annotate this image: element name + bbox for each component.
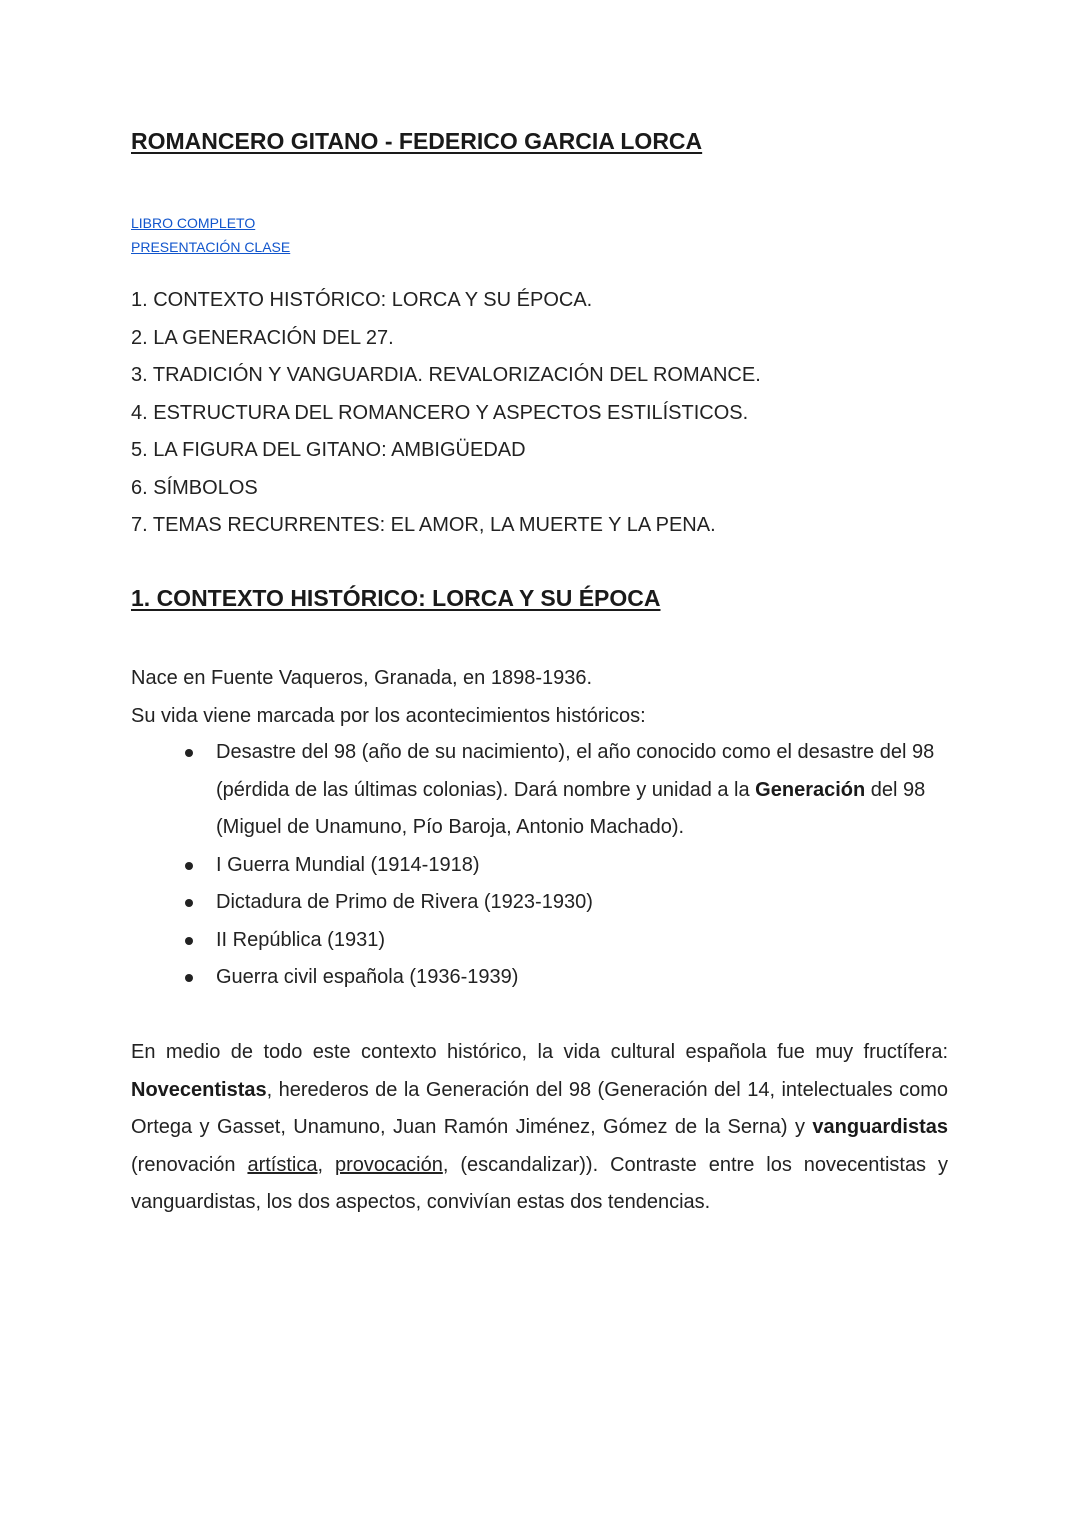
historical-events-list bbox=[131, 734, 951, 997]
link-presentacion-clase[interactable]: PRESENTACIÓN CLASE bbox=[131, 239, 291, 255]
document-title: ROMANCERO GITANO - FEDERICO GARCIA LORCA bbox=[131, 128, 703, 154]
section-intro bbox=[131, 660, 951, 735]
bullet-icon bbox=[185, 899, 193, 907]
list-item bbox=[131, 922, 951, 960]
toc-item: 2. LA GENERACIÓN DEL 27. bbox=[131, 326, 394, 349]
closing-paragraph: En medio de todo este contexto histórico, la vida cultural española fue muy fructífera: Novecentistas, herederos de la Generación del 98 (Generación del 14, intelectuales como Ortega y Gasset, Unamuno, Juan Ramón Jiménez, Gómez de la Serna) y vanguardistas (renovación artística, provocación, (escandalizar)). Contraste entre los novecentistas y vanguardistas, los dos aspectos, convivían estas dos tendencias. bbox=[131, 1041, 948, 1213]
list-item bbox=[131, 734, 951, 847]
link-list bbox=[131, 211, 290, 259]
event-text: I Guerra Mundial (1914-1918) bbox=[216, 853, 480, 876]
event-text: Guerra civil española (1936-1939) bbox=[216, 966, 519, 988]
event-text: Desastre del 98 (año de su nacimiento), el año conocido como el desastre del 98 (pérdida de las últimas colonias). Dará nombre y unidad a la Generación del 98 (Miguel de Unamuno, Pío Baroja, Antonio Machado). bbox=[216, 741, 935, 838]
toc-item: 6. SÍMBOLOS bbox=[131, 476, 258, 499]
list-item bbox=[131, 884, 951, 922]
toc-item: 4. ESTRUCTURA DEL ROMANCERO Y ASPECTOS ESTILÍSTICOS. bbox=[131, 401, 749, 424]
toc-item: 7. TEMAS RECURRENTES: EL AMOR, LA MUERTE Y LA PENA. bbox=[131, 514, 716, 536]
event-text: Dictadura de Primo de Rivera (1923-1930) bbox=[216, 891, 593, 913]
toc-item: 1. CONTEXTO HISTÓRICO: LORCA Y SU ÉPOCA. bbox=[131, 289, 593, 311]
bullet-icon bbox=[185, 974, 193, 982]
event-text: II República (1931) bbox=[216, 928, 385, 951]
list-item bbox=[131, 959, 951, 997]
section-heading: 1. CONTEXTO HISTÓRICO: LORCA Y SU ÉPOCA bbox=[131, 585, 661, 611]
table-of-contents bbox=[131, 282, 761, 545]
bullet-icon bbox=[185, 862, 193, 870]
toc-item: 5. LA FIGURA DEL GITANO: AMBIGÜEDAD bbox=[131, 439, 526, 461]
bullet-icon bbox=[185, 937, 193, 945]
link-libro-completo[interactable]: LIBRO COMPLETO bbox=[131, 215, 256, 231]
toc-item: 3. TRADICIÓN Y VANGUARDIA. REVALORIZACIÓN DEL ROMANCE. bbox=[131, 364, 761, 386]
list-item bbox=[131, 847, 951, 885]
intro-line: Nace en Fuente Vaqueros, Granada, en 1898-1936. bbox=[131, 667, 593, 689]
bullet-icon bbox=[185, 749, 193, 757]
intro-line: Su vida viene marcada por los acontecimientos históricos: bbox=[131, 704, 646, 727]
